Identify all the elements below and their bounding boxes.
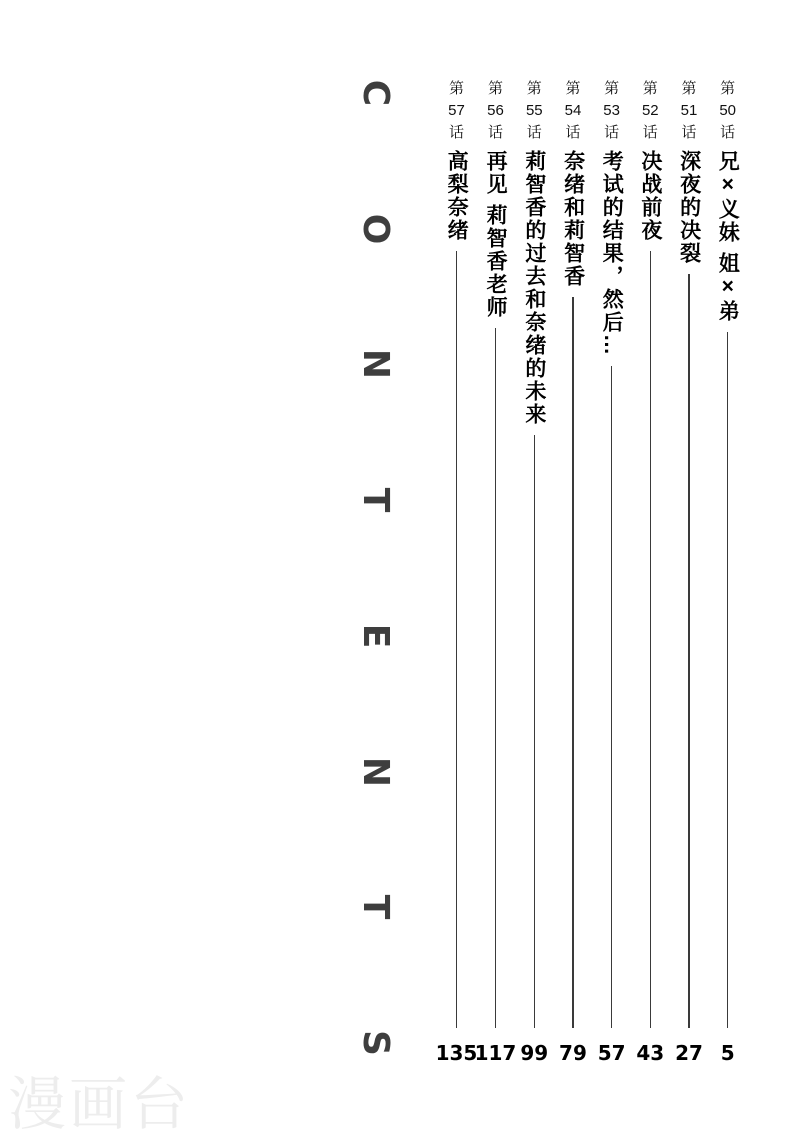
chapter-suffix: 话 xyxy=(565,124,581,141)
chapter-title: 莉智香的过去和奈绪的未来 xyxy=(522,150,546,426)
chapter-title: 深夜的决裂 xyxy=(677,150,701,265)
leader-line xyxy=(572,297,574,1028)
chapter-number: 57 xyxy=(448,102,465,119)
leader-line xyxy=(495,328,497,1028)
chapter-list xyxy=(437,78,747,1064)
leader-line xyxy=(727,332,729,1028)
chapter-suffix: 话 xyxy=(448,124,464,141)
chapter-suffix: 话 xyxy=(526,124,542,141)
leader-line xyxy=(534,435,536,1028)
chapter-entry-51 xyxy=(670,78,709,1064)
contents-letter: T xyxy=(355,487,396,513)
contents-letter: N xyxy=(355,349,396,380)
chapter-number-label xyxy=(719,78,736,144)
chapter-prefix: 第 xyxy=(642,80,658,97)
contents-letter: T xyxy=(355,894,396,920)
contents-letter: S xyxy=(355,1029,396,1056)
chapter-prefix: 第 xyxy=(681,80,697,97)
contents-vertical-title xyxy=(352,76,398,1060)
chapter-number-label xyxy=(681,78,698,144)
page-number: 117 xyxy=(474,1041,517,1065)
chapter-entry-54 xyxy=(554,78,593,1064)
page-number: 27 xyxy=(675,1041,703,1065)
contents-letter: N xyxy=(355,756,396,787)
chapter-number: 51 xyxy=(680,102,698,119)
chapter-prefix: 第 xyxy=(720,80,736,97)
chapter-title: 高梨奈绪 xyxy=(445,150,469,242)
chapter-entry-56 xyxy=(476,78,515,1064)
chapter-number: 56 xyxy=(487,102,504,119)
chapter-prefix: 第 xyxy=(448,80,464,97)
platform-watermark: 漫画台 xyxy=(8,1072,192,1137)
chapter-suffix: 话 xyxy=(487,124,503,141)
chapter-number-label xyxy=(487,78,504,144)
chapter-number-label xyxy=(526,78,543,144)
chapter-prefix: 第 xyxy=(487,80,503,97)
page-number: 5 xyxy=(720,1041,735,1065)
page-number: 135 xyxy=(435,1041,478,1065)
chapter-number-label xyxy=(448,78,465,144)
chapter-suffix: 话 xyxy=(604,124,620,141)
contents-letter: O xyxy=(355,213,396,244)
chapter-title: 再见 莉智香老师 xyxy=(484,150,508,319)
chapter-title: 兄×义妹 姐×弟 xyxy=(716,150,740,323)
chapter-suffix: 话 xyxy=(642,124,658,141)
chapter-number-label xyxy=(603,78,620,144)
chapter-title: 决战前夜 xyxy=(638,150,662,242)
leader-line xyxy=(688,274,690,1028)
chapter-entry-50 xyxy=(708,78,747,1064)
chapter-entry-55 xyxy=(515,78,554,1064)
chapter-number: 55 xyxy=(525,102,543,119)
chapter-title: 奈绪和莉智香 xyxy=(561,150,585,288)
chapter-number: 54 xyxy=(564,102,582,119)
page-number: 99 xyxy=(520,1041,549,1065)
chapter-number-label xyxy=(565,78,582,144)
chapter-number: 52 xyxy=(641,102,659,119)
leader-line xyxy=(456,251,458,1028)
chapter-number: 50 xyxy=(719,102,736,119)
chapter-prefix: 第 xyxy=(565,80,581,97)
chapter-suffix: 话 xyxy=(681,124,697,141)
chapter-prefix: 第 xyxy=(604,80,620,97)
chapter-entry-52 xyxy=(631,78,670,1064)
chapter-number-label xyxy=(642,78,659,144)
page-number: 43 xyxy=(636,1041,665,1065)
chapter-number: 53 xyxy=(603,102,620,119)
chapter-title: 考试的结果，然后… xyxy=(600,150,624,357)
chapter-prefix: 第 xyxy=(526,80,542,97)
chapter-entry-57 xyxy=(437,78,476,1064)
leader-line xyxy=(611,366,613,1028)
page-number: 57 xyxy=(597,1041,626,1065)
contents-letter: C xyxy=(355,79,396,107)
chapter-entry-53 xyxy=(592,78,631,1064)
page-number: 79 xyxy=(559,1041,587,1065)
leader-line xyxy=(650,251,652,1028)
contents-letter: E xyxy=(355,623,396,649)
chapter-suffix: 话 xyxy=(720,124,736,141)
